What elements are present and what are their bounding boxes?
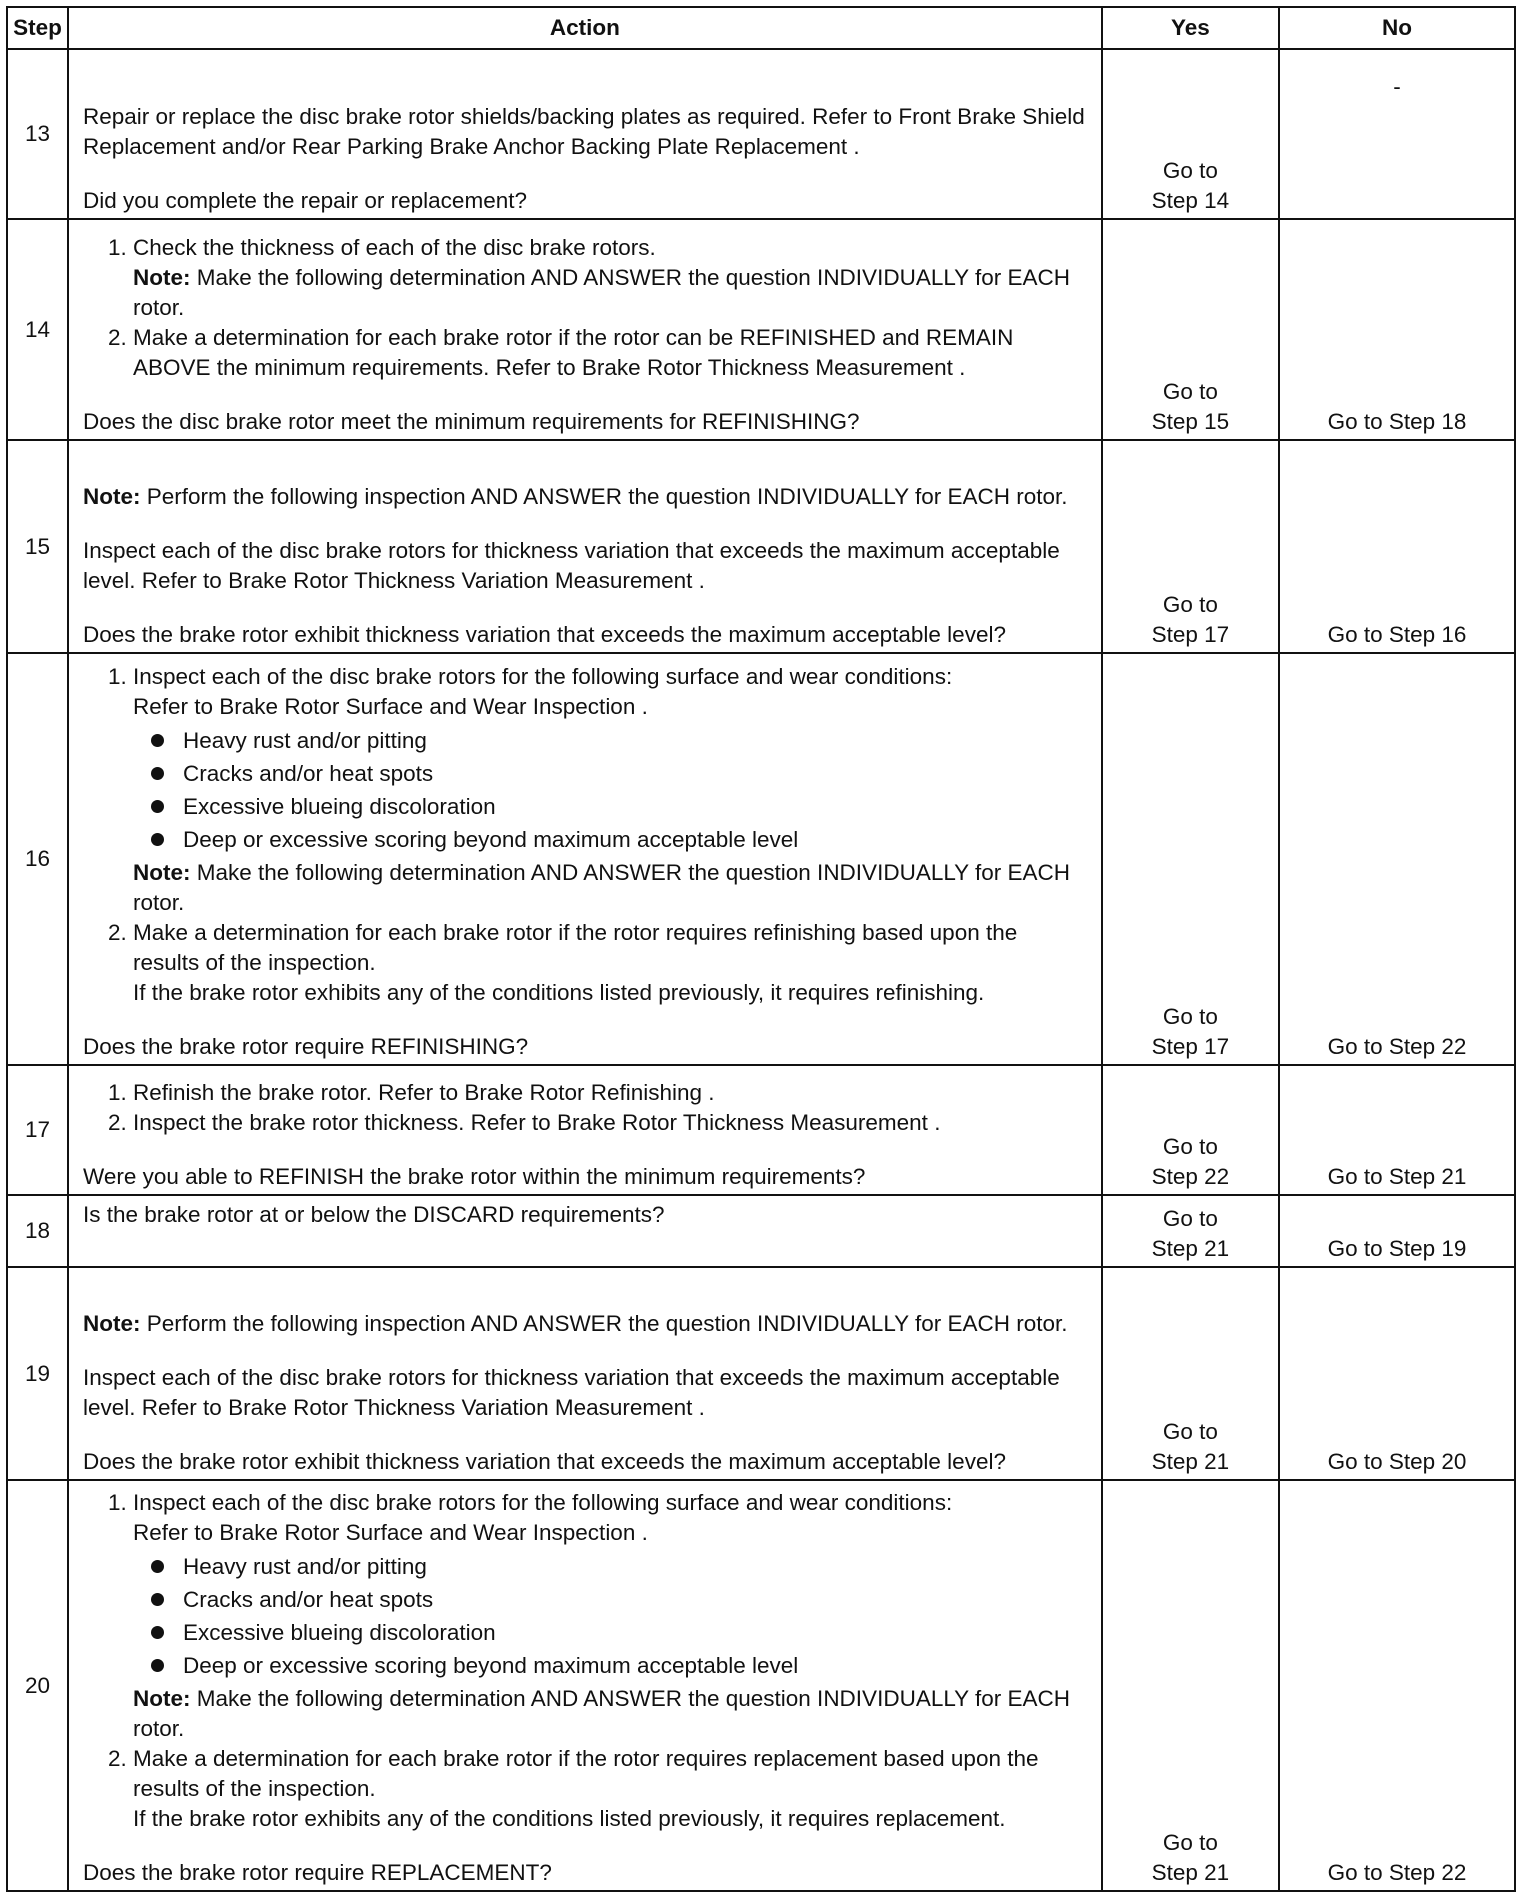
header-no: No (1279, 7, 1515, 49)
note-text: Make the following determination AND ANSWER the question INDIVIDUALLY for EACH rotor. (133, 1686, 1071, 1741)
list-item (133, 662, 1087, 918)
yes-cell (1102, 219, 1279, 440)
note (133, 858, 1087, 918)
header-yes: Yes (1102, 7, 1279, 49)
yes-goto: Go to (1162, 1004, 1218, 1029)
step-number: 18 (7, 1195, 68, 1267)
step-number: 19 (7, 1267, 68, 1480)
note (83, 1309, 1087, 1339)
yes-cell (1102, 1065, 1279, 1195)
yes-step: Step 21 (1151, 1860, 1230, 1885)
yes-goto: Go to (1162, 1134, 1218, 1159)
action-text: Inspect each of the disc brake rotors for thickness variation that exceeds the maximum acceptable level. Refer to Brake Rotor Thickness Variation Measurement . (83, 1365, 1060, 1420)
yes-goto: Go to (1162, 158, 1218, 183)
table-row (7, 1480, 1515, 1891)
list-item-text: 1. Inspect each of the disc brake rotors for the following surface and wear conditions: (133, 1490, 953, 1515)
table-row (7, 653, 1515, 1065)
no-cell: Go to Step 20 (1279, 1267, 1515, 1480)
action-cell (68, 1195, 1102, 1267)
action-cell (68, 440, 1102, 653)
action-cell (68, 1480, 1102, 1891)
list-item-text: Refer to Brake Rotor Surface and Wear Inspection . (133, 1520, 648, 1545)
yes-cell (1102, 49, 1279, 219)
bullet-item: Cracks and/or heat spots (133, 1583, 1087, 1616)
no-cell: Go to Step 16 (1279, 440, 1515, 653)
bullet-item: Deep or excessive scoring beyond maximum acceptable level (133, 823, 1087, 856)
table-row (7, 440, 1515, 653)
bullet-item: Heavy rust and/or pitting (133, 724, 1087, 757)
no-cell: Go to Step 22 (1279, 653, 1515, 1065)
question-text: Were you able to REFINISH the brake rotor within the minimum requirements? (83, 1164, 866, 1189)
no-cell: Go to Step 19 (1279, 1195, 1515, 1267)
note-label: Note: (133, 265, 191, 290)
table-row (7, 1267, 1515, 1480)
list-item: 1. Refinish the brake rotor. Refer to Brake Rotor Refinishing . (133, 1078, 1087, 1108)
action-list (83, 233, 1087, 383)
yes-cell (1102, 1267, 1279, 1480)
yes-step: Step 15 (1151, 409, 1230, 434)
action-list (83, 662, 1087, 1008)
yes-cell (1102, 1480, 1279, 1891)
condition-list (133, 724, 1087, 856)
list-item-text: 2. Make a determination for each brake rotor if the rotor can be REFINISHED and REMAIN ABOVE the minimum requirements. Refer to Brake Rotor Thickness Measurement . (133, 325, 1014, 380)
yes-goto: Go to (1162, 1830, 1218, 1855)
yes-goto: Go to (1162, 1206, 1218, 1231)
step-number: 17 (7, 1065, 68, 1195)
question-text: Does the brake rotor exhibit thickness variation that exceeds the maximum acceptable level? (83, 1449, 1006, 1474)
action-cell (68, 1267, 1102, 1480)
header-row (7, 7, 1515, 49)
condition-list (133, 1550, 1087, 1682)
action-text: Repair or replace the disc brake rotor shields/backing plates as required. Refer to Front Brake Shield Replacement and/or Rear Parking Brake Anchor Backing Plate Replacement . (83, 104, 1085, 159)
list-item: 2. Inspect the brake rotor thickness. Refer to Brake Rotor Thickness Measurement . (133, 1108, 1087, 1138)
table-row (7, 1195, 1515, 1267)
table-row (7, 49, 1515, 219)
yes-step: Step 17 (1151, 622, 1230, 647)
action-cell (68, 1065, 1102, 1195)
list-item-text: 1. Inspect each of the disc brake rotors for the following surface and wear conditions: (133, 664, 953, 689)
note-text: Perform the following inspection AND ANSWER the question INDIVIDUALLY for EACH rotor. (140, 484, 1068, 509)
header-action: Action (68, 7, 1102, 49)
step-number: 13 (7, 49, 68, 219)
action-cell (68, 653, 1102, 1065)
step-number: 14 (7, 219, 68, 440)
table-row (7, 219, 1515, 440)
list-item-text: If the brake rotor exhibits any of the conditions listed previously, it requires refinishing. (133, 980, 985, 1005)
question-text: Is the brake rotor at or below the DISCARD requirements? (83, 1202, 665, 1227)
step-number: 16 (7, 653, 68, 1065)
yes-cell (1102, 440, 1279, 653)
question-text: Does the brake rotor require REFINISHING? (83, 1034, 529, 1059)
note (133, 1684, 1087, 1744)
list-item (133, 323, 1087, 383)
list-item (133, 233, 1087, 323)
yes-step: Step 21 (1151, 1236, 1230, 1261)
yes-step: Step 14 (1151, 188, 1230, 213)
list-item-text: If the brake rotor exhibits any of the conditions listed previously, it requires replacement. (133, 1806, 1006, 1831)
note-label: Note: (83, 484, 141, 509)
action-text: Inspect each of the disc brake rotors for thickness variation that exceeds the maximum acceptable level. Refer to Brake Rotor Thickness Variation Measurement . (83, 538, 1060, 593)
bullet-item: Heavy rust and/or pitting (133, 1550, 1087, 1583)
diagnostic-table (6, 6, 1516, 1892)
list-item (133, 918, 1087, 1008)
note (133, 263, 1087, 323)
yes-goto: Go to (1162, 1419, 1218, 1444)
no-cell: - (1279, 49, 1515, 219)
no-cell: Go to Step 21 (1279, 1065, 1515, 1195)
question-text: Does the brake rotor exhibit thickness variation that exceeds the maximum acceptable level? (83, 622, 1006, 647)
note-text: Make the following determination AND ANSWER the question INDIVIDUALLY for EACH rotor. (133, 265, 1071, 320)
list-item (133, 1744, 1087, 1834)
yes-step: Step 17 (1151, 1034, 1230, 1059)
question-text: Does the brake rotor require REPLACEMENT? (83, 1860, 552, 1885)
list-item-text: 1. Check the thickness of each of the disc brake rotors. (133, 235, 656, 260)
no-cell: Go to Step 22 (1279, 1480, 1515, 1891)
yes-goto: Go to (1162, 592, 1218, 617)
step-number: 15 (7, 440, 68, 653)
note-label: Note: (83, 1311, 141, 1336)
action-cell (68, 49, 1102, 219)
yes-cell (1102, 653, 1279, 1065)
yes-cell (1102, 1195, 1279, 1267)
yes-step: Step 21 (1151, 1449, 1230, 1474)
action-cell (68, 219, 1102, 440)
header-step: Step (7, 7, 68, 49)
table-row (7, 1065, 1515, 1195)
question-text: Does the disc brake rotor meet the minimum requirements for REFINISHING? (83, 409, 860, 434)
list-item-text: 2. Make a determination for each brake rotor if the rotor requires replacement based upon the results of the inspection. (133, 1746, 1039, 1801)
bullet-item: Cracks and/or heat spots (133, 757, 1087, 790)
yes-step: Step 22 (1151, 1164, 1230, 1189)
action-list (83, 1078, 1087, 1138)
note-text: Perform the following inspection AND ANSWER the question INDIVIDUALLY for EACH rotor. (140, 1311, 1068, 1336)
yes-goto: Go to (1162, 379, 1218, 404)
note-label: Note: (133, 860, 191, 885)
no-cell: Go to Step 18 (1279, 219, 1515, 440)
note (83, 482, 1087, 512)
list-item-text: Refer to Brake Rotor Surface and Wear Inspection . (133, 694, 648, 719)
note-text: Make the following determination AND ANSWER the question INDIVIDUALLY for EACH rotor. (133, 860, 1071, 915)
step-number: 20 (7, 1480, 68, 1891)
bullet-item: Excessive blueing discoloration (133, 790, 1087, 823)
question-text: Did you complete the repair or replacement? (83, 188, 527, 213)
list-item-text: 2. Make a determination for each brake rotor if the rotor requires refinishing based upon the results of the inspection. (133, 920, 1018, 975)
list-item (133, 1488, 1087, 1744)
action-list (83, 1488, 1087, 1834)
note-label: Note: (133, 1686, 191, 1711)
bullet-item: Deep or excessive scoring beyond maximum acceptable level (133, 1649, 1087, 1682)
bullet-item: Excessive blueing discoloration (133, 1616, 1087, 1649)
